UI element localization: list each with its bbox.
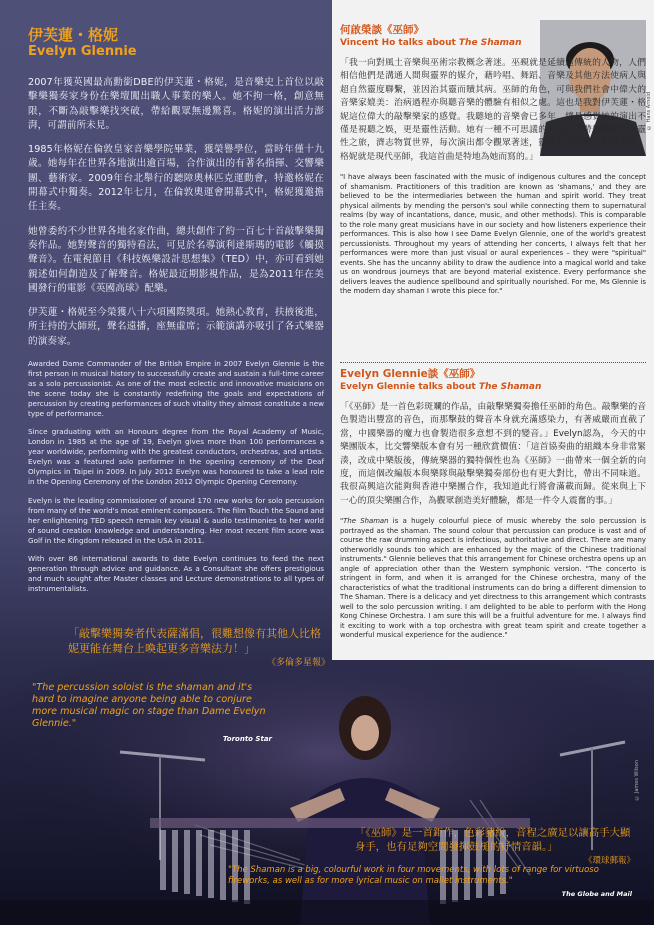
stage-photo-credit: © James Wilson: [634, 760, 640, 801]
press-quote-zh-source: 《多倫多星報》: [266, 658, 330, 668]
section1-title-en-work: The Shaman: [458, 38, 522, 48]
bio-paragraph-zh: 1985年格妮在倫敦皇家音樂學院畢業，獲榮譽學位，當時年僅十九歲。她每年在世界各地演出逾百場，合作演出的有著名指揮、交響樂團、藝術家。2009年台北舉行的聽障奧林匹克運動會，特邀格妮在開幕式中獨奏。2012年七月，在倫敦奧運會開幕式中，格妮獲邀擔任主奏。: [28, 144, 324, 213]
bio-title-zh: 伊芙蓮・格妮: [28, 26, 119, 44]
section2-title-en-prefix: Evelyn Glennie talks about: [340, 382, 479, 392]
section2-title-en-work: The Shaman: [478, 382, 542, 392]
bio-title-en: Evelyn Glennie: [28, 44, 137, 59]
section-divider: [340, 362, 646, 363]
bio-paragraph-en: Since graduating with an Honours degree from the Royal Academy of Music, London in 1985 at the age of 19, Evelyn gives more than 100 performances a year worldwide, performing with the greatest conductors, orchestras, and artists. Evelyn was a featured solo performer in the opening ceremony of the Deaf Olympics in Taipei in 2009. In July 2012 Evelyn was honoured to take a lead role in the Opening Ceremony of the London 2012 Olympic Opening Ceremony.: [28, 427, 324, 487]
bio-paragraph-zh: 她曾委約不少世界各地名家作曲，總共創作了約一百七十首敲擊樂獨奏作品。她對聲音的獨特看法，可見於名導演利達斯瑪的電影《觸摸聲音》。在電視節目《科技娛樂設計思想集》（TED）中，亦可看到她親述如何創造及了解聲音。格妮最近期影視作品，是為2011年在美國發行的電影《英國高球》配樂。: [28, 225, 324, 294]
evelyn-glennie-section: [340, 368, 646, 641]
section2-title-zh: Evelyn Glennie談《巫師》: [340, 368, 481, 380]
bio-paragraph-en: Awarded Dame Commander of the British Empire in 2007 Evelyn Glennie is the first person in musical history to successfully create and sustain a full-time career as a solo percussionist. As one of the most eclectic and innovative musicians on the scene today she is constantly redefining the goals and expectations of percussion by creating performances of such vitality they almost constitute a new type of performance.: [28, 359, 324, 418]
press-quote-en-source: Toronto Star: [222, 735, 272, 743]
section2-title-en: [340, 381, 646, 393]
section1-paragraph-zh: 「我一向對風土音樂與巫術宗教概念著迷。巫覡就是延續這傳統的人物，人們相信他們是溝通人間與靈界的媒介，藉吟唱、舞蹈、音樂及其他方法使病人與超自然靈度聯繫，並因治其靈而贖其病。巫師的角色，可與我們社會中偉大的音樂家媲美：治病過程亦與聽音樂的體驗有相似之處。這也是我對伊芙蓮・格妮這位偉大的敲擊樂家的感覺。我聽她的音樂會已多年，總是感覺她的演出不僅是視聽之娛，更是靈性活動。她有一種不可思議的力量，能帶領觀眾進入靈性之旅，濟志物質世界，每次演出都令觀眾著迷，靈性有所滋養。對我來說，格妮就是現代巫師，我這首曲是特地為她而寫的。」: [340, 58, 646, 162]
bio-paragraph-zh: 伊芙蓮・格妮至今榮獲八十六項國際獎項。她熱心教育，扶掖後進，所主持的大師班，聲名遠播，座無虛席；示範演講亦吸引了各式樂器的演奏家。: [28, 307, 324, 347]
globe-quote-en-source: The Globe and Mail: [561, 890, 632, 898]
section1-title-en: [340, 37, 646, 49]
bio-paragraph-en: Evelyn is the leading commissioner of around 170 new works for solo percussion from many of the world's most eminent composers. The film Touch the Sound and her enlightening TED speech remain key visual & audio testimonies to her world of sound creation knowledge and understanding. Her most recent film score was Golf in the Kingdom released in the USA in 2011.: [28, 495, 324, 545]
globe-quote-en-work: The Shaman: [231, 865, 286, 875]
bio-paragraph-en: With over 86 international awards to date Evelyn continues to feed the next generation through advice and guidance. As a Consultant she offers prestigious and much sought after Master classes and Lecture demonstrations to all types of instrumentalists.: [28, 554, 324, 594]
vincent-ho-section: [340, 24, 646, 297]
section2-paragraph-en-text: is a hugely colourful piece of music whereby the solo percussion is portrayed as the shaman. The sound colour that percussion can produce is vast and of course the raw drumming aspect is infectious, authoritative and direct. There are many otherworldly sounds too which are enhanced by the magic of the Chinese traditional instruments." Glennie believes that this arrangement for Chinese orchestra opens up an angle of appreciation other than the Western symphonic version. "The concerto is stringent in form, and when it is arranged for the Chinese orchestra, many of the characteristics of what the traditional instruments can do bring a different dimension to The Shaman. There is a delicacy and yet directness to this arrangement which contrasts well to the solo percussion writing. I am delighted to be able to perform with the Hong Kong Chinese Orchestra. I am sure this will be a fruitful adventure for me. I always find it exciting to work with a top orchestra with great team spirit and create together a wonderful musical experience for the audience.": [340, 517, 646, 640]
press-quote-en: [32, 682, 272, 745]
section2-paragraph-en: "The Shaman is a hugely colourful piece of music whereby the solo percussion is portrayed as the shaman. The sound colour that percussion can produce is vast and of course the raw drumming aspect is infectious, authoritative and direct. There are many otherworldly sounds too which are enhanced by the magic of the Chinese traditional instruments." Glennie believes that this arrangement for Chinese orchestra opens up an angle of appreciation other than the Western symphonic version. "The concerto is stringent in form, and when it is arranged for the Chinese orchestra, many of the characteristics of what the traditional instruments can do bring a different dimension to The Shaman. There is a delicacy and yet directness to this arrangement which contrasts well to the solo percussion writing. I am delighted to be able to perform with the Hong Kong Chinese Orchestra. I am sure this will be a fruitful adventure for me. I always find it exciting to work with a top orchestra with great team spirit and create together a wonderful musical experience for the audience.": [340, 517, 646, 640]
press-quote-zh-text: 「敲擊樂獨奏者代表薩滿倡，很難想像有其他人比格妮更能在舞台上喚起更多音樂法力！」: [68, 627, 321, 655]
section1-title-zh: 何啟榮談《巫師》: [340, 24, 424, 36]
press-quote-en-text: "The percussion soloist is the shaman and it's hard to imagine anyone being able to conjure more musical magic on stage than Dame Evelyn Glennie.": [32, 682, 266, 729]
section1-paragraph-en: "I have always been fascinated with the music of indigenous cultures and the concept of shamanism. Practitioners of this tradition are known as 'shamans,' and they are believed to be the intermediaries between the human and spirit world. They treat physical ailments by mending the person's soul while connecting them to supernatural realms (by way of incantations, dance, music, and other methods). This is comparable to the role many great musicians have in our society and how listeners experience their performances. This is also how I see Dame Evelyn Glennie, one of the world's greatest percussionists. Throughout my years of attending her concerts, I always felt that her performances were more than just visual or aural experiences – they were "spiritual" events. She has the uncanny ability to draw the audience into a magical world and take us on wondrous journeys that are beyond material existence. Every performance she delivers leaves the audience spellbound and spiritually nourished. For me, Ms Glennie is the modern day shaman I wrote this piece for.": [340, 173, 646, 296]
section1-title-en-prefix: Vincent Ho talks about: [340, 38, 459, 48]
globe-quote-en-text: is a big, colourful work in four movements, with lots of range for virtuoso fireworks, as well as for more lyrical music on mallet instruments.": [228, 865, 599, 886]
section2-paragraph-en-work: The Shaman: [343, 517, 389, 526]
globe-quote-en: "The Shaman is a big, colourful work in four movements, with lots of range for virtuoso fireworks, as well as for more lyrical music on mallet instruments." The Globe and Mail: [228, 865, 632, 898]
shaman-notes-panel: [332, 0, 654, 660]
press-quote-zh: [68, 626, 330, 671]
composer-photo-credit: © Hans Arnold: [646, 92, 652, 130]
globe-quote-zh-text: 「《巫師》是一首鉅作，色彩豬紛，音程之廣足以讓高手大顯身手，也有足夠空間發揮鼓槌的抒情音韻。」: [355, 827, 631, 853]
biography-column: [28, 26, 324, 603]
globe-quote-zh: [355, 826, 635, 868]
section2-paragraph-zh: 「《巫師》是一首色彩斑斕的作品，由敲擊樂獨奏擔任巫師的角色。敲擊樂的音色製造出豐富的音色，而那擊鼓的聲音本身就充滿感染力，有著威嚴而直截了當，中國樂器的魔力也會製造很多意想不到的變音。」Evelyn認為，今天的中樂團版本，比交響樂版本會有另一種欣賞價值：「這首協奏曲的組織本身非常緊湊，改成中樂版後，傳統樂器的獨特個性也為《巫師》一曲帶來一個全新的向度，而這個改編版本與樂隊與敲擊樂獨奏部份也有更大對比，帶出不同味道。我很高興這次能夠與香港中樂團合作，我知道此行將會滿載而歸。從來與上下一心的頂尖樂團合作，為觀眾創造美好體驗，都是一件令人震奮的事。」: [340, 402, 646, 506]
globe-quote-zh-source: 《環球郵報》: [583, 856, 635, 866]
bio-paragraph-zh: 2007年獲英國最高勳銜DBE的伊芙蓮・格妮，是音樂史上首位以敲擊樂獨奏家身份在樂壇闖出職人事業的樂人。她不拘一格，創意無限，不斷為敲擊樂找突破，帶給觀眾無邊驚喜。格妮的演出活力澎湃，可謂前所未見。: [28, 77, 324, 131]
